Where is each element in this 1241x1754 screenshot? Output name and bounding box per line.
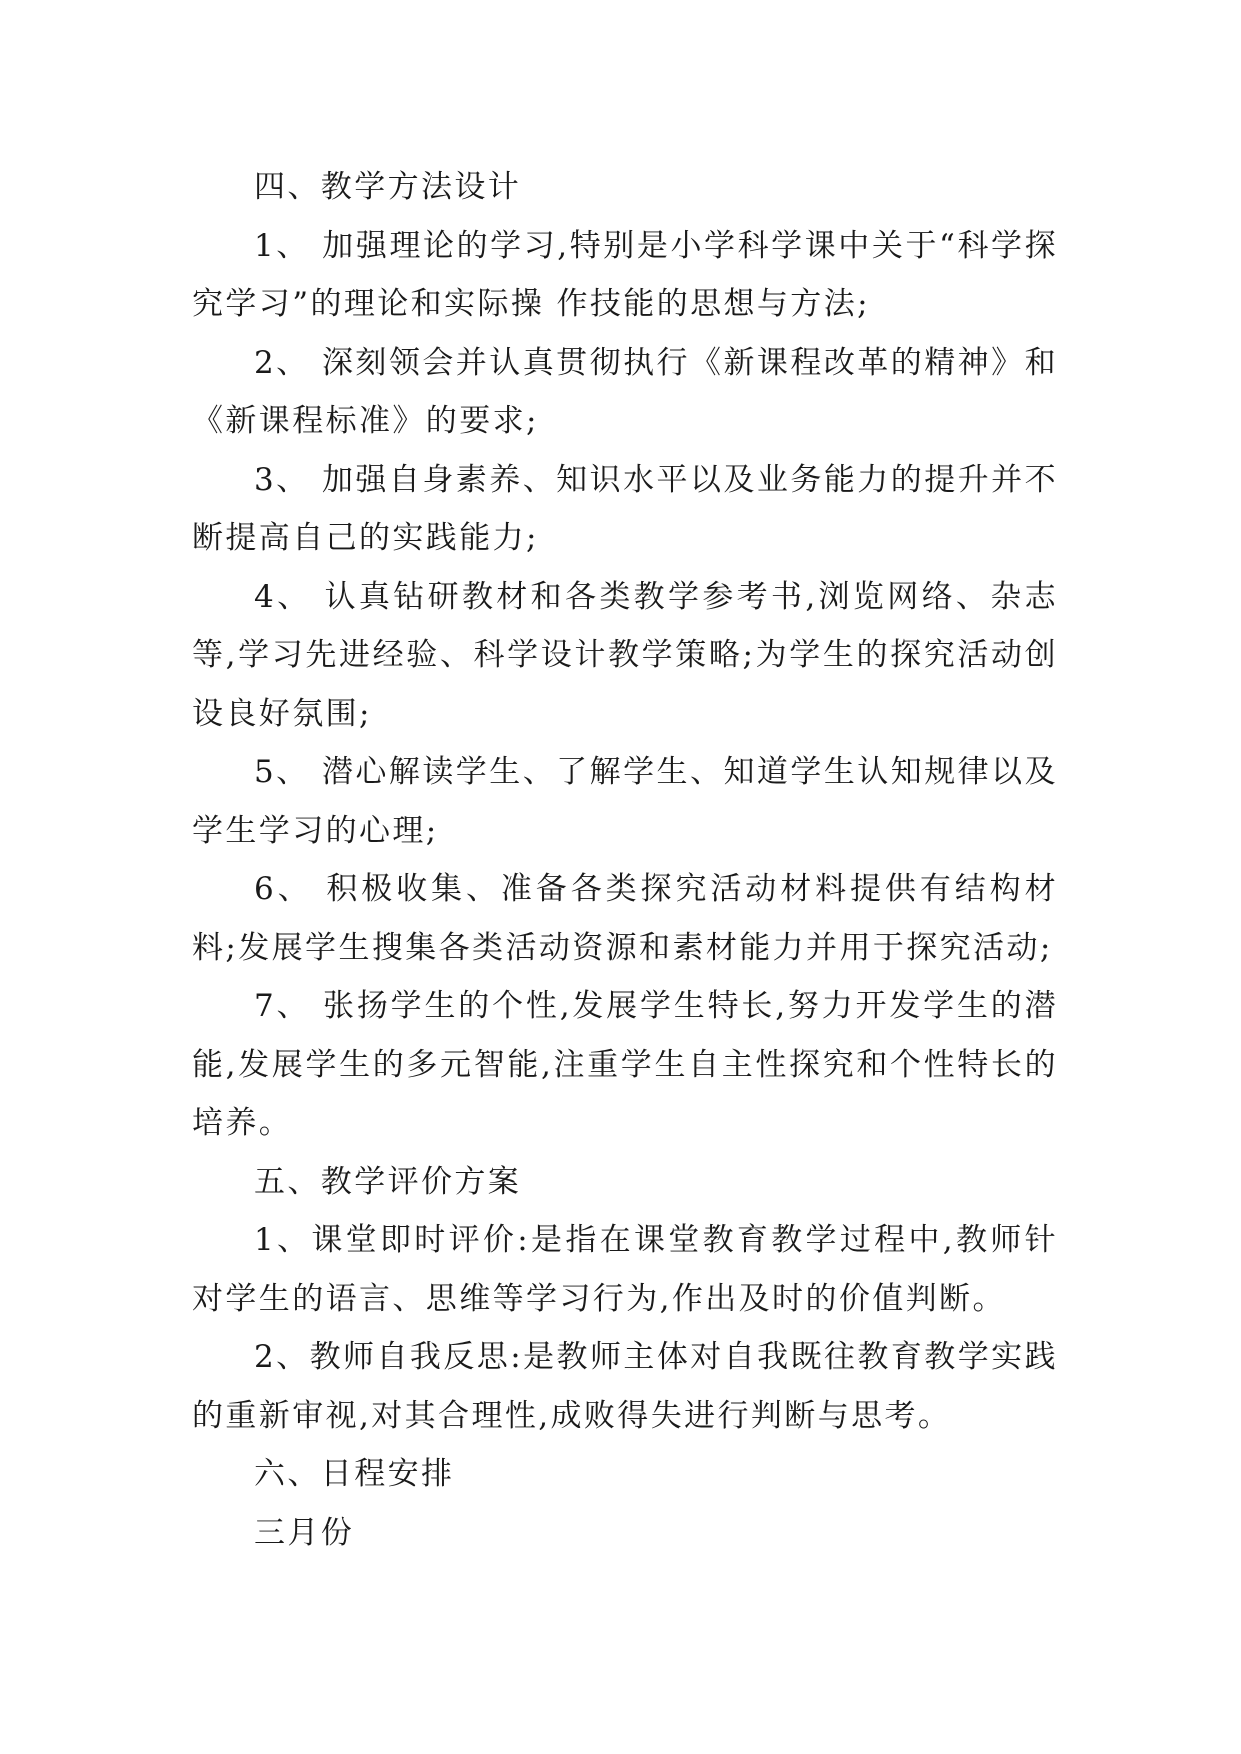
method-item-3: 3、 加强自身素养、知识水平以及业务能力的提升并不断提高自己的实践能力; xyxy=(192,461,1058,556)
method-item-1: 1、 加强理论的学习,特别是小学科学课中关于“科学探究学习”的理论和实际操 作技能的思想与方法; xyxy=(192,227,1058,322)
schedule-month: 三月份 xyxy=(254,1514,355,1551)
evaluation-item-1: 1、课堂即时评价:是指在课堂教育教学过程中,教师针对学生的语言、思维等学习行为,作出及时的价值判断。 xyxy=(192,1222,1058,1317)
method-item-4: 4、 认真钻研教材和各类教学参考书,浏览网络、杂志等,学习先进经验、科学设计教学策略;为学生的探究活动创设良好氛围; xyxy=(192,578,1058,732)
section-heading-schedule: 六、日程安排 xyxy=(254,1456,455,1492)
method-item-5: 5、 潜心解读学生、了解学生、知道学生认知规律以及学生学习的心理; xyxy=(192,754,1058,849)
method-item-2: 2、 深刻领会并认真贯彻执行《新课程改革的精神》和《新课程标准》的要求; xyxy=(192,344,1058,439)
method-item-6: 6、 积极收集、准备各类探究活动材料提供有结构材料;发展学生搜集各类活动资源和素材能力并用于探究活动; xyxy=(192,871,1058,966)
section-heading-teaching-methods: 四、教学方法设计 xyxy=(254,169,522,205)
method-item-7: 7、 张扬学生的个性,发展学生特长,努力开发学生的潜能,发展学生的多元智能,注重学生自主性探究和个性特长的培养。 xyxy=(192,988,1058,1141)
section-heading-evaluation: 五、教学评价方案 xyxy=(254,1163,522,1200)
document-body xyxy=(192,158,1058,1562)
evaluation-item-2: 2、教师自我反思:是教师主体对自我既往教育教学实践的重新审视,对其合理性,成败得失进行判断与思考。 xyxy=(192,1339,1058,1434)
